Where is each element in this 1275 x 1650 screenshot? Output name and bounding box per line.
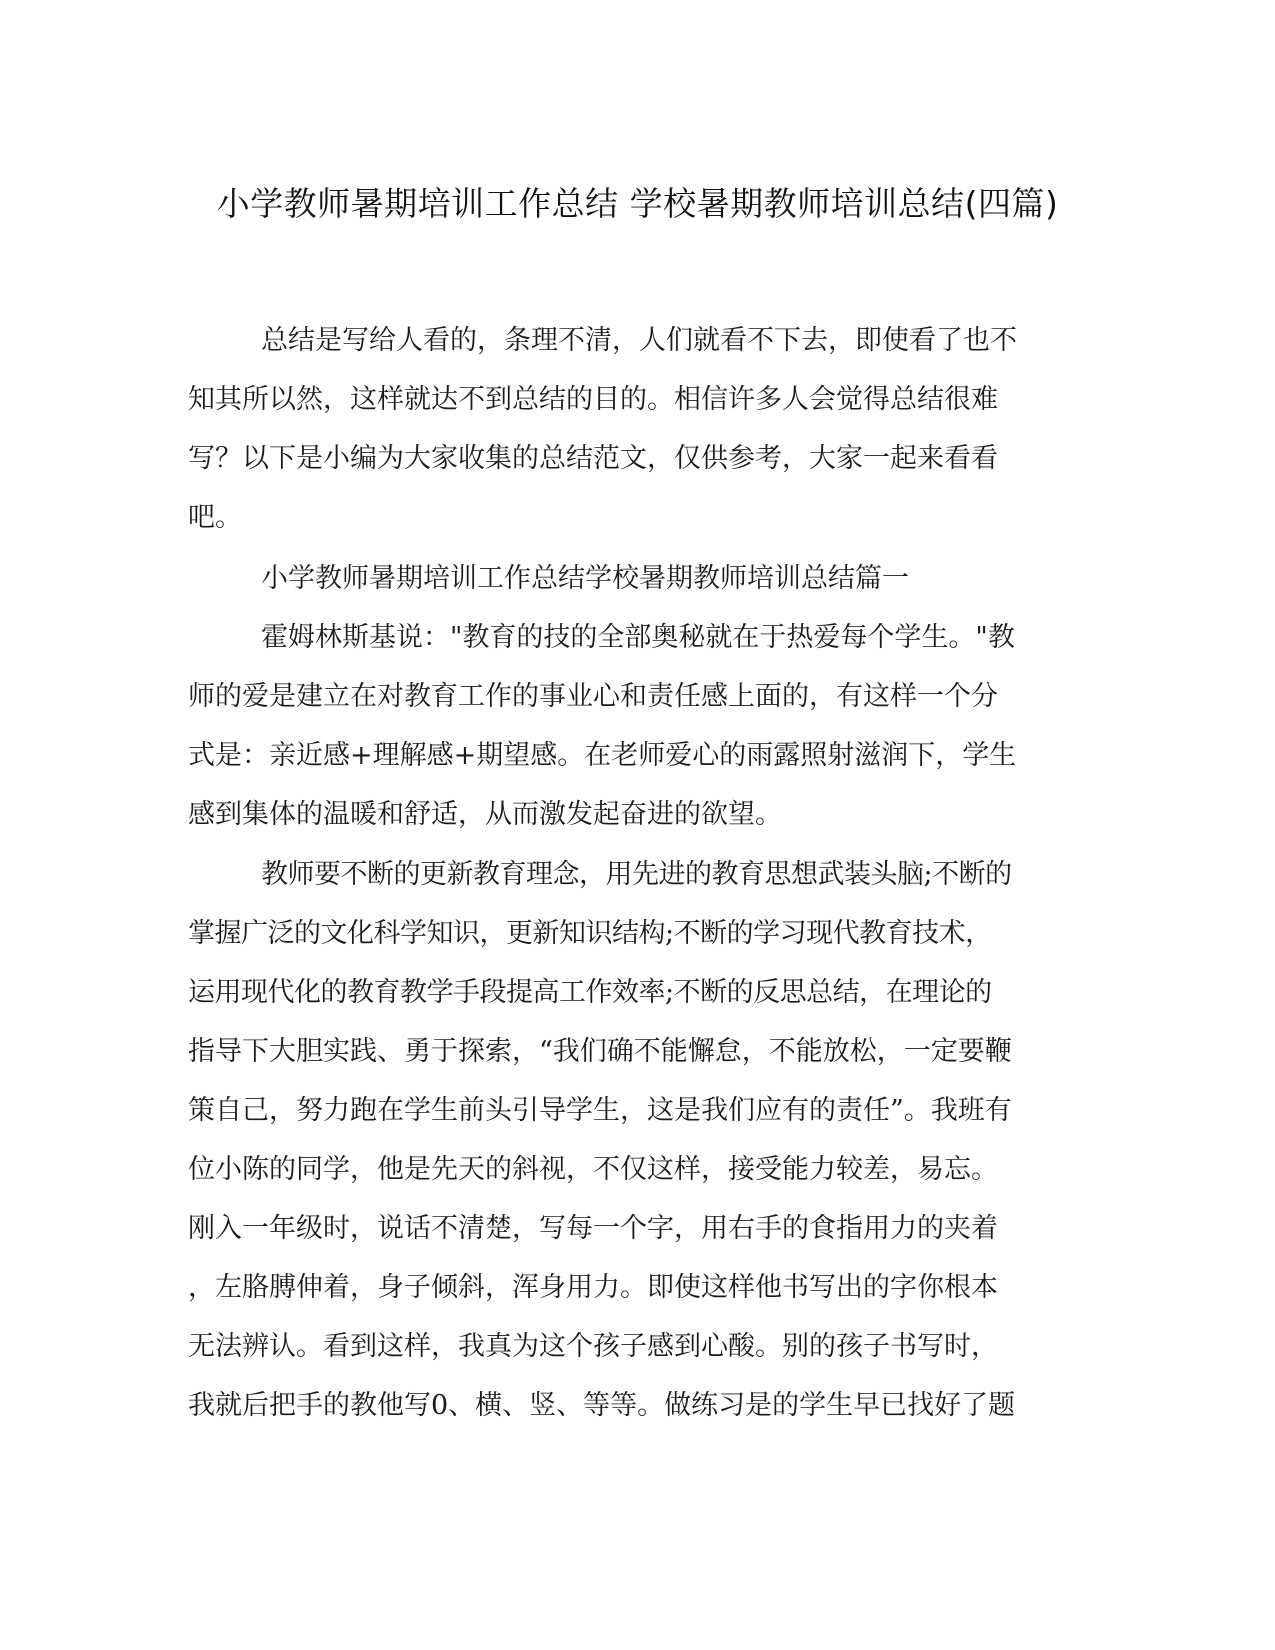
- paragraph-line: ，左胳膊伸着，身子倾斜，浑身用力。即使这样他书写出的字你根本: [188, 1272, 998, 1303]
- paragraph-line: 刚入一年级时，说话不清楚，写每一个字，用右手的食指用力的夹着: [188, 1213, 998, 1244]
- paragraph-line: 总结是写给人看的，条理不清，人们就看不下去，即使看了也不: [261, 325, 1017, 356]
- paragraph-line: 感到集体的温暖和舒适，从而激发起奋进的欲望。: [188, 799, 782, 830]
- paragraph-line: 我就后把手的教他写0、横、竖、等等。做练习是的学生早已找好了题: [188, 1390, 1016, 1421]
- paragraph-line: 吧。: [188, 502, 242, 533]
- paragraph-line: 教师要不断的更新教育理念，用先进的教育思想武装头脑;不断的: [261, 859, 1012, 890]
- paragraph-line: 位小陈的同学，他是先天的斜视，不仅这样，接受能力较差，易忘。: [188, 1154, 998, 1185]
- paragraph-line: 式是：亲近感+理解感+期望感。在老师爱心的雨露照射滋润下，学生: [188, 740, 1017, 771]
- paragraph-line: 写？以下是小编为大家收集的总结范文，仅供参考，大家一起来看看: [188, 443, 998, 474]
- paragraph-line: 指导下大胆实践、勇于探索，“我们确不能懈怠，不能放松，一定要鞭: [188, 1036, 1012, 1067]
- paragraph-line: 师的爱是建立在对教育工作的事业心和责任感上面的，有这样一个分: [188, 681, 998, 712]
- paragraph-line: 无法辨认。看到这样，我真为这个孩子感到心酸。别的孩子书写时，: [188, 1331, 998, 1362]
- paragraph-line: 掌握广泛的文化科学知识，更新知识结构;不断的学习现代教育技术，: [188, 918, 992, 949]
- paragraph-line: 知其所以然，这样就达不到总结的目的。相信许多人会觉得总结很难: [188, 384, 998, 415]
- document-title: 小学教师暑期培训工作总结 学校暑期教师培训总结(四篇): [216, 184, 1059, 223]
- section-heading: 小学教师暑期培训工作总结学校暑期教师培训总结篇一: [261, 563, 909, 594]
- paragraph-line: 运用现代化的教育教学手段提高工作效率;不断的反思总结，在理论的: [188, 977, 992, 1008]
- paragraph-line: 霍姆林斯基说："教育的技的全部奥秘就在于热爱每个学生。"教: [261, 622, 1015, 653]
- paragraph-line: 策自己，努力跑在学生前头引导学生，这是我们应有的责任”。我班有: [188, 1095, 1012, 1126]
